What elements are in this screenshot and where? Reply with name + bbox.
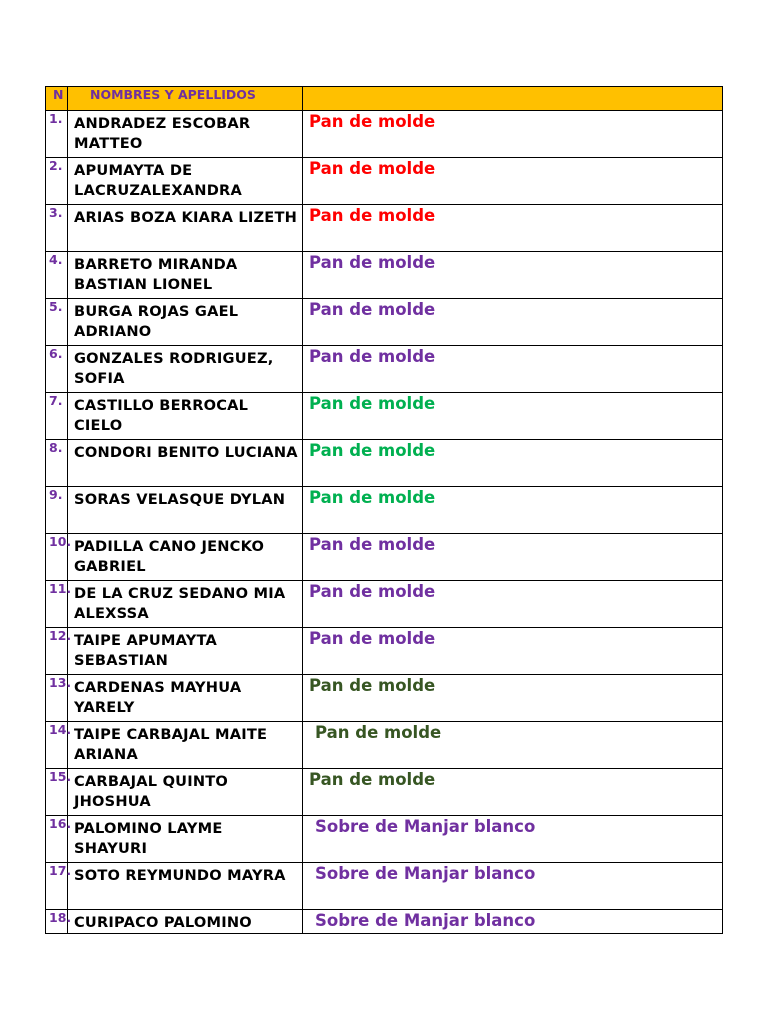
assigned-item: Sobre de Manjar blanco bbox=[303, 910, 723, 934]
row-number: 13. bbox=[46, 675, 68, 722]
table-row bbox=[46, 487, 723, 534]
student-name: ANDRADEZ ESCOBAR MATTEO bbox=[68, 111, 303, 158]
assigned-item: Pan de molde bbox=[303, 769, 723, 816]
table-row bbox=[46, 581, 723, 628]
header-number: N bbox=[46, 87, 68, 111]
row-number: 9. bbox=[46, 487, 68, 534]
table-row bbox=[46, 299, 723, 346]
student-name: TAIPE CARBAJAL MAITE ARIANA bbox=[68, 722, 303, 769]
table-body bbox=[46, 111, 723, 934]
row-number: 2. bbox=[46, 158, 68, 205]
row-number: 17. bbox=[46, 863, 68, 910]
row-number: 1. bbox=[46, 111, 68, 158]
student-name: CASTILLO BERROCAL CIELO bbox=[68, 393, 303, 440]
assigned-item: Pan de molde bbox=[303, 534, 723, 581]
assigned-item: Pan de molde bbox=[303, 722, 723, 769]
student-name: GONZALES RODRIGUEZ, SOFIA bbox=[68, 346, 303, 393]
table-row bbox=[46, 769, 723, 816]
row-number: 3. bbox=[46, 205, 68, 252]
assigned-item: Pan de molde bbox=[303, 393, 723, 440]
student-name: TAIPE APUMAYTA SEBASTIAN bbox=[68, 628, 303, 675]
row-number: 5. bbox=[46, 299, 68, 346]
student-name: PADILLA CANO JENCKO GABRIEL bbox=[68, 534, 303, 581]
assigned-item: Pan de molde bbox=[303, 440, 723, 487]
assigned-item: Pan de molde bbox=[303, 205, 723, 252]
table-row bbox=[46, 722, 723, 769]
row-number: 7. bbox=[46, 393, 68, 440]
student-name: SORAS VELASQUE DYLAN bbox=[68, 487, 303, 534]
table-row bbox=[46, 252, 723, 299]
row-number: 14. bbox=[46, 722, 68, 769]
table-row bbox=[46, 863, 723, 910]
student-name: CURIPACO PALOMINO bbox=[68, 910, 303, 934]
row-number: 8. bbox=[46, 440, 68, 487]
assigned-item: Pan de molde bbox=[303, 675, 723, 722]
row-number: 15. bbox=[46, 769, 68, 816]
table-row bbox=[46, 675, 723, 722]
assigned-item: Pan de molde bbox=[303, 346, 723, 393]
student-name: APUMAYTA DE LACRUZALEXANDRA bbox=[68, 158, 303, 205]
student-name: ARIAS BOZA KIARA LIZETH bbox=[68, 205, 303, 252]
assigned-item: Pan de molde bbox=[303, 252, 723, 299]
student-name: SOTO REYMUNDO MAYRA bbox=[68, 863, 303, 910]
table-row bbox=[46, 534, 723, 581]
student-name: CARBAJAL QUINTO JHOSHUA bbox=[68, 769, 303, 816]
table-header-row bbox=[46, 87, 723, 111]
row-number: 12. bbox=[46, 628, 68, 675]
table-row bbox=[46, 205, 723, 252]
assigned-item: Pan de molde bbox=[303, 158, 723, 205]
student-name: BARRETO MIRANDA BASTIAN LIONEL bbox=[68, 252, 303, 299]
student-name: CONDORI BENITO LUCIANA bbox=[68, 440, 303, 487]
header-names: NOMBRES Y APELLIDOS bbox=[68, 87, 303, 111]
assigned-item: Sobre de Manjar blanco bbox=[303, 863, 723, 910]
student-name: DE LA CRUZ SEDANO MIA ALEXSSA bbox=[68, 581, 303, 628]
assigned-item: Pan de molde bbox=[303, 299, 723, 346]
assigned-item: Pan de molde bbox=[303, 111, 723, 158]
assigned-item: Pan de molde bbox=[303, 581, 723, 628]
student-name: BURGA ROJAS GAEL ADRIANO bbox=[68, 299, 303, 346]
table-row bbox=[46, 440, 723, 487]
header-item bbox=[303, 87, 723, 111]
table-row bbox=[46, 910, 723, 934]
student-list-table bbox=[45, 86, 723, 934]
assigned-item: Sobre de Manjar blanco bbox=[303, 816, 723, 863]
assigned-item: Pan de molde bbox=[303, 628, 723, 675]
table-row bbox=[46, 816, 723, 863]
table-row bbox=[46, 346, 723, 393]
row-number: 18. bbox=[46, 910, 68, 934]
row-number: 16. bbox=[46, 816, 68, 863]
table-row bbox=[46, 111, 723, 158]
table-row bbox=[46, 393, 723, 440]
row-number: 6. bbox=[46, 346, 68, 393]
student-name: PALOMINO LAYME SHAYURI bbox=[68, 816, 303, 863]
student-name: CARDENAS MAYHUA YARELY bbox=[68, 675, 303, 722]
table-row bbox=[46, 628, 723, 675]
table-row bbox=[46, 158, 723, 205]
row-number: 4. bbox=[46, 252, 68, 299]
row-number: 10. bbox=[46, 534, 68, 581]
assigned-item: Pan de molde bbox=[303, 487, 723, 534]
row-number: 11. bbox=[46, 581, 68, 628]
